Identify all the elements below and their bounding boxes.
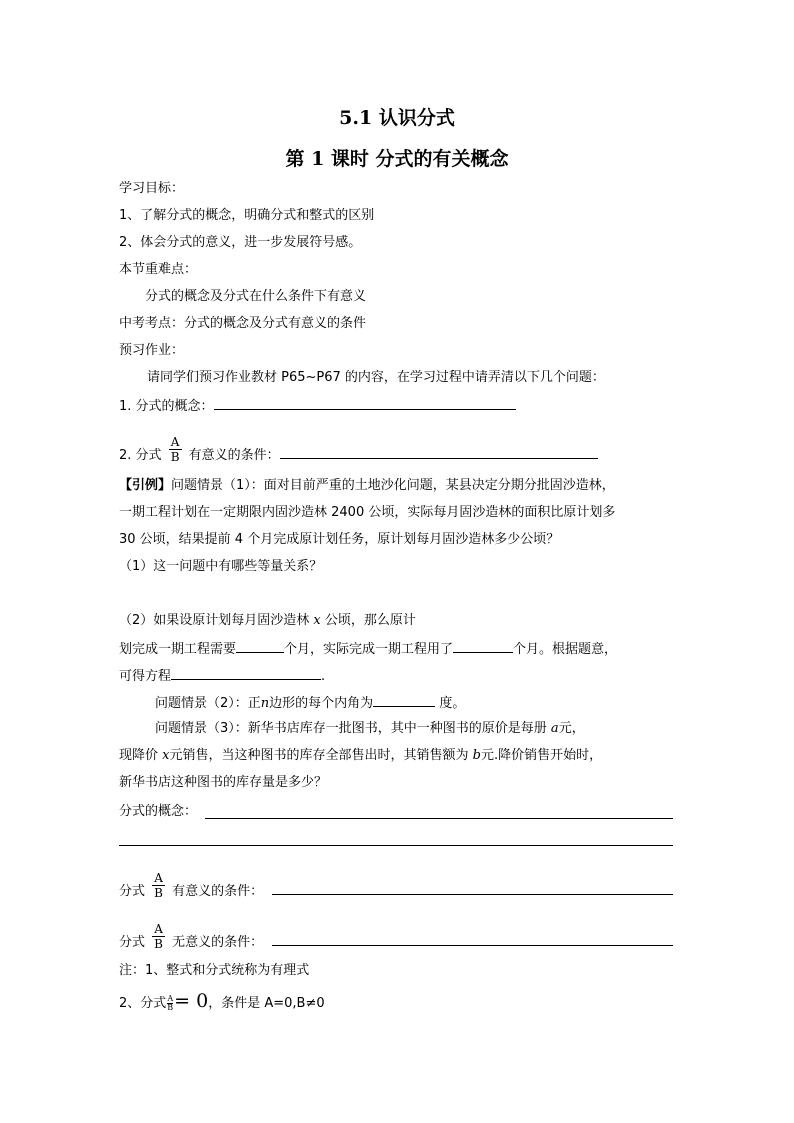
note-1: 注：1、整式和分式统称为有理式 <box>119 963 310 978</box>
concept-label: 分式的概念： <box>119 804 198 819</box>
answer-blank[interactable] <box>214 396 516 410</box>
scene-3-line-1: 问题情景（3）：新华书店库存一批图书，其中一种图书的原价是每册 a元， <box>155 721 585 736</box>
variable-n: n <box>260 696 270 711</box>
question-2-prefix: 2. 分式 <box>119 448 162 463</box>
fraction-a-over-b-small: $\frac{A}{B}$ <box>167 994 174 1012</box>
scene-1-line-1: 【引例】问题情景（1）：面对目前严重的土地沙化问题，某县决定分期分批固沙造林， <box>119 478 615 493</box>
goal-2: 2、体会分式的意义，进一步发展符号感。 <box>119 235 362 250</box>
scene-2: 问题情景（2）：正n边形的每个内角为 度。 <box>155 693 465 713</box>
exam-point: 中考考点：分式的概念及分式有意义的条件 <box>119 316 367 331</box>
variable-x: x <box>313 613 321 628</box>
fraction-a-over-b: $\frac{A}{B}$ <box>170 435 180 464</box>
sub-question-2: （2）如果设原计划每月固沙造林 x 公顷，那么原计 <box>119 613 416 628</box>
equals-zero: = 0 <box>174 990 209 1012</box>
answer-blank[interactable] <box>373 693 435 707</box>
variable-a: a <box>550 721 559 736</box>
sub-question-1: （1）这一问题中有哪些等量关系？ <box>119 559 323 574</box>
meaningless-condition: 分式 $\frac{A}{B}$ 无意义的条件： <box>119 922 264 951</box>
question-2-suffix: 有意义的条件： <box>188 448 280 463</box>
variable-x: x <box>162 748 170 763</box>
answer-blank[interactable] <box>280 445 598 459</box>
fraction-a-over-b: $\frac{A}{B}$ <box>154 922 163 951</box>
question-1-label: 1. 分式的概念： <box>119 399 214 414</box>
difficulty-text: 分式的概念及分式在什么条件下有意义 <box>145 289 367 304</box>
page-subtitle: 第 1 课时 分式的有关概念 <box>285 148 509 170</box>
answer-blank[interactable] <box>453 639 513 653</box>
sub-question-2-line-2: 划完成一期工程需要 个月，实际完成一期工程用了 个月。根据题意， <box>119 639 617 659</box>
scene-3-line-2: 现降价 x元销售，当这种图书的库存全部售出时，其销售额为 b元.降价销售开始时， <box>119 748 603 763</box>
answer-blank[interactable] <box>236 639 284 653</box>
question-1 <box>119 396 516 416</box>
scene-1-line-3: 30 公顷，结果提前 4 个月完成原计划任务，原计划每月固沙造林多少公顷？ <box>119 532 560 547</box>
answer-line[interactable] <box>205 818 673 819</box>
note-2: 2、分式 $\frac{A}{B}= 0$，条件是 A=0,B≠0 <box>119 990 325 1012</box>
goals-heading: 学习目标： <box>119 181 185 196</box>
question-2 <box>119 435 598 470</box>
fraction-a-over-b: $\frac{A}{B}$ <box>154 871 163 900</box>
answer-line[interactable] <box>272 894 673 895</box>
page-title: 5.1 认识分式 <box>339 107 455 129</box>
scene-1-line-2: 一期工程计划在一定期限内固沙造林 2400 公顷，实际每月固沙造林的面积比原计划多 <box>119 505 616 520</box>
preview-intro: 请同学们预习作业教材 P65~P67 的内容，在学习过程中请弄清以下几个问题： <box>147 370 605 385</box>
variable-b: b <box>472 748 481 763</box>
difficulty-heading: 本节重难点： <box>119 262 198 277</box>
example-tag: 【引例】 <box>119 478 172 493</box>
preview-heading: 预习作业： <box>119 343 185 358</box>
sub-question-2-line-3: 可得方程 . <box>119 666 325 686</box>
scene-3-line-3: 新华书店这种图书的库存量是多少？ <box>119 775 328 790</box>
meaningful-condition: 分式 $\frac{A}{B}$ 有意义的条件： <box>119 871 264 900</box>
answer-line[interactable] <box>119 845 673 846</box>
goal-1: 1、了解分式的概念，明确分式和整式的区别 <box>119 208 375 223</box>
answer-line[interactable] <box>272 945 673 946</box>
answer-blank[interactable] <box>171 666 321 680</box>
